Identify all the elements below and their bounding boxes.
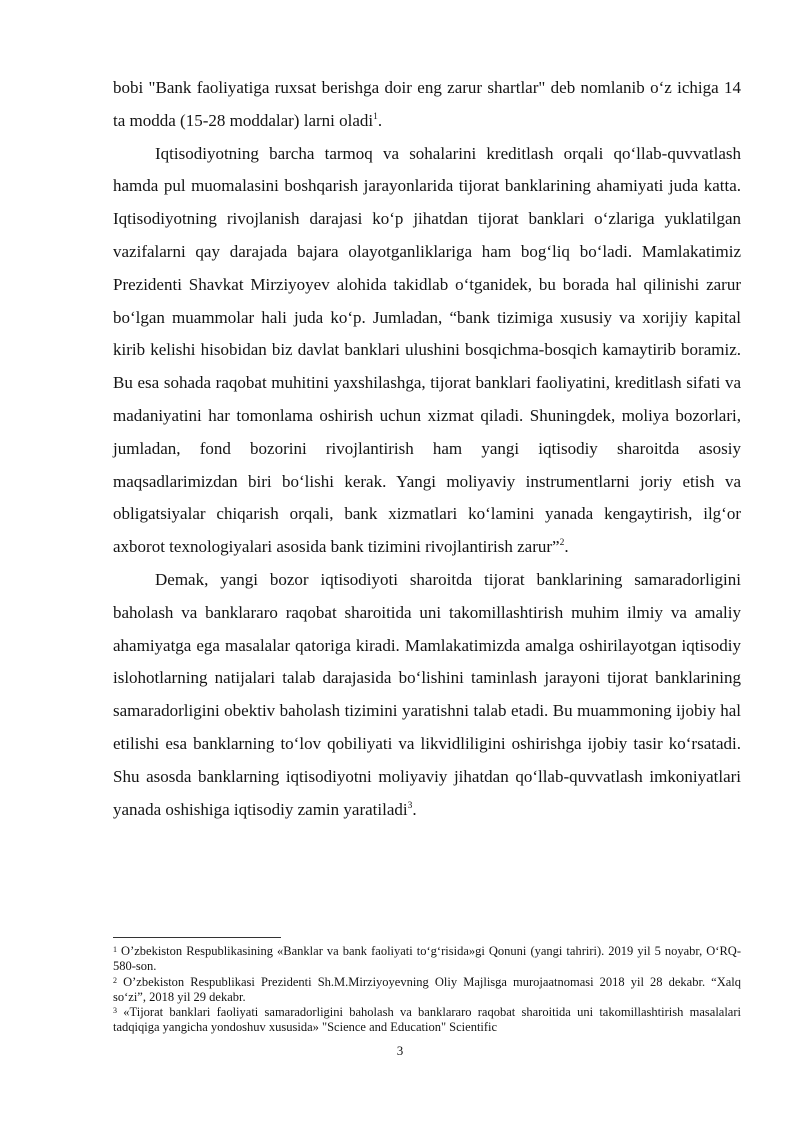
footnote-mark: 2 [113,975,117,985]
footnote-text: «Tijorat banklari faoliyati samaradorligini baholash va banklararo raqobat sharoitida uni takomillashtirish masalalari tadqiqiga yangicha yondoshuv xususida» "Science and Education" Scientific [113,1005,741,1035]
footnote-separator [113,937,281,938]
footnote [113,1005,741,1036]
footnote-reference[interactable]: 3 [407,800,413,811]
footnote-text: O’zbekiston Respublikasining «Banklar va bank faoliyati to‘g‘risida»gi Qonuni (yangi tahriri). 2019 yil 5 noyabr, O‘RQ-580-son. [113,944,741,974]
page-number: 3 [396,1043,404,1058]
paragraph-continuation [113,72,741,138]
footnotes [113,944,741,1036]
paragraph [113,138,741,564]
footnote-mark: 3 [113,1006,117,1016]
paragraph-tail: . [377,110,383,130]
paragraph-text: bobi "Bank faoliyatiga ruxsat berishga doir eng zarur shartlar" deb nomlanib o‘z ichiga 14 ta modda (15-28 moddalar) larni oladi [113,78,741,130]
paragraph-tail: . [412,799,417,819]
main-text [113,72,741,826]
footnote-reference[interactable]: 1 [373,111,378,122]
footnote [113,975,741,1006]
footnote-reference[interactable]: 2 [559,538,565,549]
footnote-text: O’zbekiston Respublikasi Prezidenti Sh.M.Mirziyoyevning Oliy Majlisga murojaatnomasi 2018 yil 28 dekabr. “Xalq so‘zi”, 2018 yil 29 dekabr. [113,974,741,1004]
footnote-mark: 1 [113,945,117,954]
footnote [113,944,741,975]
paragraph-text: Demak, yangi bozor iqtisodiyoti sharoitda tijorat banklarining samaradorligini baholash va banklararo raqobat sharoitida uni takomillashtirish muhim ilmiy va amaliy ahamiyatga ega masalalar qatoriga kiradi. Mamlakatimizda amalga oshirilayotgan iqtisodiy islohotlarning natijalari talab darajasida bo‘lishini taminlash jarayoni tijorat banklarining samaradorligini obektiv baholash tizimini yaratishni talab etadi. Bu muammoning ijobiy hal etilishi esa banklarning to‘lov qobiliyati va likvidliligini oshirishga ijobiy tasir ko‘rsatadi. Shu asosda banklarning iqtisodiyotni moliyaviy jihatdan qo‘llab-quvvatlash imkoniyatlari yanada oshishiga iqtisodiy zamin yaratiladi [113,569,741,819]
paragraph [113,564,741,826]
paragraph-text: Iqtisodiyotning barcha tarmoq va sohalarini kreditlash orqali qo‘llab-quvvatlash hamda pul muomalasini boshqarish jarayonlarida tijorat banklarining ahamiyati juda katta. Iqtisodiyotning rivojlanish darajasi ko‘p jihatdan tijorat banklari o‘zlariga yuklatilgan vazifalarni qay darajada bajara olayotganliklariga ham bog‘liq bo‘ladi. Mamlakatimiz Prezidenti Shavkat Mirziyoyev alohida takidlab o‘tganidek, bu borada hal qilinishi zarur bo‘lgan muammolar hali juda ko‘p. Jumladan, “bank tizimiga xususiy va xorijiy kapital kirib kelishi hisobidan biz davlat banklari ulushini bosqichma-bosqich kamaytirib boramiz. Bu esa sohada raqobat muhitini yaxshilashga, tijorat banklari faoliyatini, kreditlash sifati va madaniyatini har tomonlama oshirish uchun xizmat qiladi. Shuningdek, moliya bozorlari, jumladan, fond bozorini rivojlantirish ham yangi iqtisodiy sharoitda asosiy maqsadlarimizdan biri bo‘lishi kerak. Yangi moliyaviy instrumentlarni joriy etish va obligatsiyalar chiqarish orqali, bank xizmatlari ko‘lamini yanada kengaytirish, ilg‘or axborot texnologiyalari asosida bank tizimini rivojlantirish zarur” [113,143,741,557]
paragraph-tail: . [564,537,569,557]
